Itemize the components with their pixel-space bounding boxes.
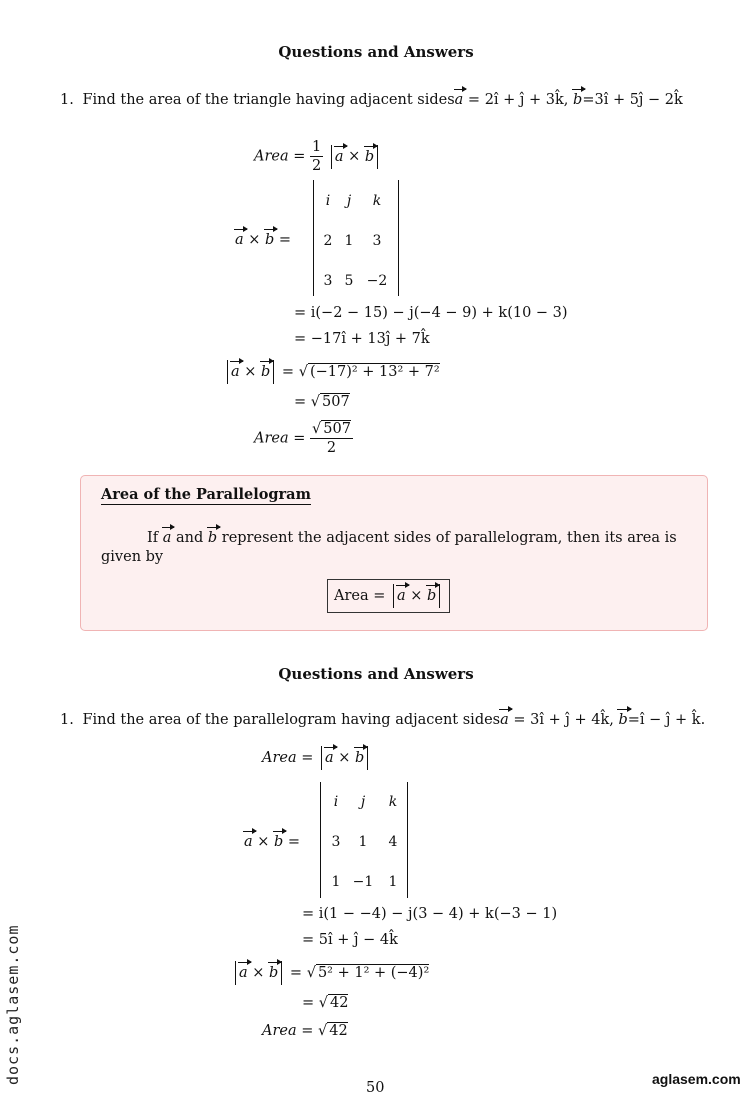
vector-a: a [500, 708, 509, 728]
area-label: Area [254, 148, 289, 165]
question-text: Find the area of the triangle having adjacent sides [82, 92, 455, 108]
sqrt-value: 507 [322, 394, 350, 410]
question-1 [60, 88, 683, 108]
det-cell: 3 [323, 273, 333, 289]
cross-product-label-2: a × b = [244, 830, 300, 850]
area-label: Area [262, 1023, 297, 1039]
vector-a: a [455, 88, 464, 108]
det-cell: 4 [388, 834, 398, 850]
box-text-line1: If a and b represent the adjacent sides of parallelogram, then its area is [147, 526, 677, 546]
half-fraction [310, 138, 323, 175]
watermark-left: docs.aglasem.com [4, 924, 22, 1085]
boxed-formula: Area = a × b [327, 579, 450, 613]
sqrt-result-2: = √ 42 [302, 995, 349, 1011]
sqrt-value: 42 [330, 995, 349, 1011]
box-text-if: If [147, 530, 159, 546]
det-cell: k [388, 794, 398, 810]
fraction-numerator: 1 [312, 139, 322, 155]
det-cell: −2 [366, 273, 388, 289]
vector-a: a [335, 145, 344, 165]
det-cell: k [372, 193, 382, 209]
det-cell: −1 [352, 874, 374, 890]
question-text: Find the area of the parallelogram having adjacent sides [82, 712, 501, 728]
expansion-step-2: = i(1 − −4) − j(3 − 4) + k(−3 − 1) [302, 906, 558, 922]
det-cell: j [346, 193, 352, 209]
vector-a-expression: = 2î + ĵ + 3k̂, [463, 92, 569, 108]
det-cell: 1 [331, 874, 341, 890]
expansion-step: = i(−2 − 15) − j(−4 − 9) + k(10 − 3) [294, 305, 568, 321]
question-number: 1. [60, 92, 74, 108]
parallelogram-area-box [80, 475, 708, 631]
cross-product-label: a × b = [235, 228, 291, 248]
det-cell: 1 [388, 874, 398, 890]
question-number: 1. [60, 712, 74, 728]
det-cell: i [333, 794, 339, 810]
page-number: 50 [366, 1080, 385, 1096]
magnitude-row-2: a × b = √ 5² + 1² + (−4)² [232, 961, 429, 985]
simplified-vector-2: = 5î + ĵ − 4k̂ [302, 932, 398, 948]
formula-label: Area [334, 588, 369, 604]
area-label: Area [262, 750, 297, 766]
sqrt-value: 507 [323, 421, 351, 437]
vector-b: b [618, 708, 627, 728]
det-cell: 1 [344, 233, 354, 249]
box-text-line2: given by [101, 549, 164, 565]
question-2 [60, 708, 705, 728]
section-heading-1: Questions and Answers [278, 43, 474, 61]
vector-b-expression: =î − ĵ + k̂. [627, 712, 706, 728]
det-cell: 3 [331, 834, 341, 850]
vector-b-expression: =3î + 5ĵ − 2k̂ [582, 92, 683, 108]
area-fraction: $\frac{√ 507}{2}$ [312, 421, 351, 456]
magnitude-row: a × b = √ (−17)² + 13² + 7² [224, 360, 440, 384]
final-area-row-2: Area = √ 42 [262, 1023, 348, 1039]
area-formula-row-2: Area = a × b [262, 746, 371, 770]
det-cell: 3 [372, 233, 382, 249]
simplified-vector: = −17î + 13ĵ + 7k̂ [294, 331, 430, 347]
vector-a-expression: = 3î + ĵ + 4k̂, [508, 712, 614, 728]
det-cell: 5 [344, 273, 354, 289]
final-area-row: Area = $\frac{√ 507}{2}$ [254, 421, 351, 456]
det-cell: 1 [358, 834, 368, 850]
box-text-rest: represent the adjacent sides of parallelogram, then its area is [221, 530, 677, 546]
det-cell: 2 [323, 233, 333, 249]
sqrt-value: 42 [329, 1023, 348, 1039]
area-formula-row: Area = $\frac{1}{2}$ a × b [254, 138, 381, 175]
vector-b: b [573, 88, 582, 108]
sqrt-result: = √ 507 [294, 394, 350, 410]
fraction-denominator: 2 [312, 158, 322, 174]
watermark-right: aglasem.com [652, 1071, 741, 1087]
box-title: Area of the Parallelogram [101, 486, 311, 503]
fraction-denominator: 2 [326, 440, 337, 456]
section-heading-2: Questions and Answers [278, 665, 474, 683]
box-text-and: and [175, 530, 204, 546]
det-cell: j [360, 794, 366, 810]
vector-b: b [365, 145, 374, 165]
magnitude-expression: 5² + 1² + (−4)² [317, 965, 430, 981]
det-cell: i [325, 193, 331, 209]
magnitude-expression: (−17)² + 13² + 7² [309, 364, 440, 380]
area-label: Area [254, 430, 289, 447]
